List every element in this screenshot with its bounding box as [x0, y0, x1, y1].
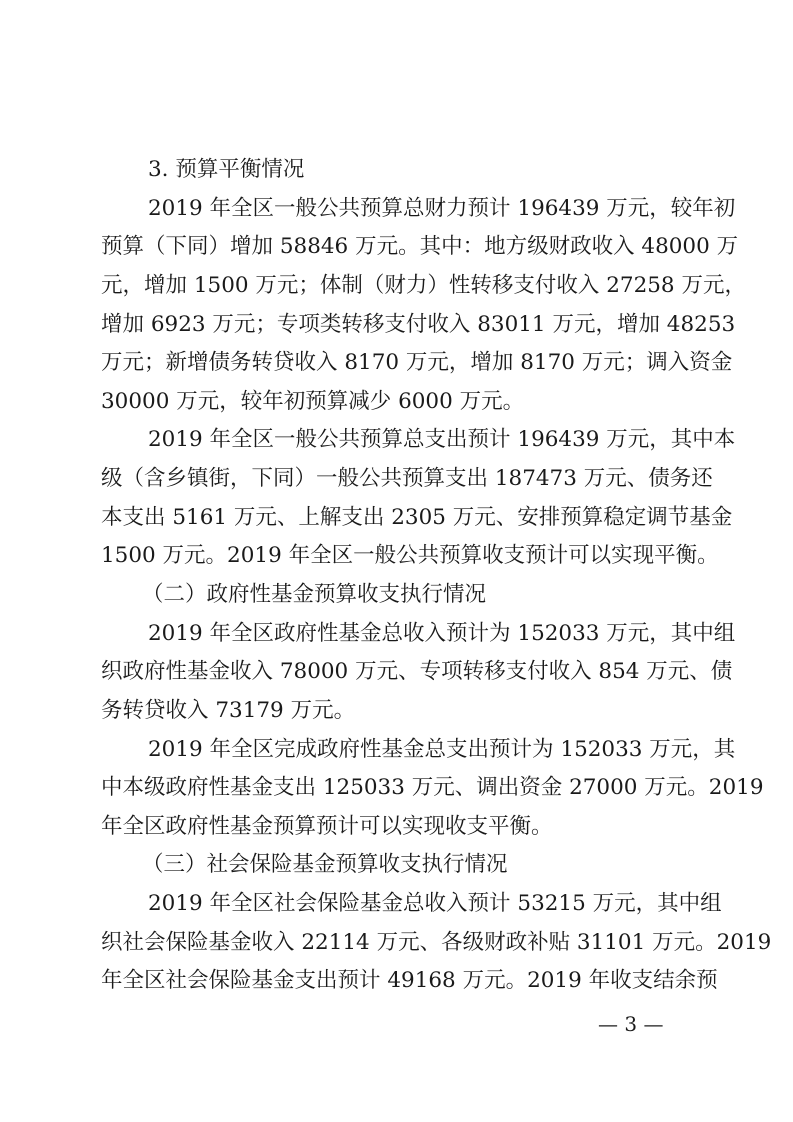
- section-heading: [0, 150, 793, 190]
- paragraph-line: [0, 343, 793, 383]
- line-text: 2019 年全区政府性基金总收入预计为 152033 万元，其中组: [148, 620, 736, 646]
- paragraph-line: [0, 730, 793, 770]
- line-text: 年全区政府性基金预算预计可以实现收支平衡。: [101, 813, 553, 839]
- paragraph-line: [0, 923, 793, 963]
- section-heading: [0, 845, 793, 885]
- line-text: 1500 万元。2019 年全区一般公共预算收支预计可以实现平衡。: [101, 543, 719, 569]
- paragraph-line: [0, 536, 793, 576]
- line-text: 本支出 5161 万元、上解支出 2305 万元、安排预算稳定调节基金: [101, 504, 733, 530]
- page-number: — 3 —: [598, 1012, 664, 1036]
- paragraph-line: [0, 420, 793, 460]
- paragraph-line: [0, 382, 793, 422]
- paragraph-line: [0, 614, 793, 654]
- section-heading: [0, 575, 793, 615]
- paragraph-line: [0, 652, 793, 692]
- paragraph-line: [0, 189, 793, 229]
- line-text: 2019 年全区社会保险基金总收入预计 53215 万元，其中组: [148, 891, 722, 917]
- line-text: 2019 年全区一般公共预算总财力预计 196439 万元，较年初: [148, 195, 736, 221]
- line-text: 30000 万元，较年初预算减少 6000 万元。: [101, 388, 525, 414]
- heading-text: （三）社会保险基金预算收支执行情况: [142, 852, 508, 878]
- paragraph-line: [0, 459, 793, 499]
- paragraph-line: [0, 807, 793, 847]
- paragraph-line: [0, 768, 793, 808]
- line-text: 务转贷收入 73179 万元。: [101, 697, 356, 723]
- paragraph-line: [0, 961, 793, 1001]
- line-text: 织政府性基金收入 78000 万元、专项转移支付收入 854 万元、债: [101, 659, 733, 685]
- paragraph-line: [0, 498, 793, 538]
- line-text: 元，增加 1500 万元；体制（财力）性转移支付收入 27258 万元，: [101, 272, 746, 298]
- line-text: 中本级政府性基金支出 125033 万元、调出资金 27000 万元。2019: [101, 775, 764, 801]
- line-text: 2019 年全区一般公共预算总支出预计 196439 万元，其中本: [148, 427, 736, 453]
- line-text: 增加 6923 万元；专项类转移支付收入 83011 万元，增加 48253: [101, 311, 736, 337]
- paragraph-line: [0, 227, 793, 267]
- paragraph-line: [0, 305, 793, 345]
- heading-text: （二）政府性基金预算收支执行情况: [142, 582, 487, 607]
- heading-text: 3. 预算平衡情况: [148, 157, 305, 182]
- line-text: 织社会保险基金收入 22114 万元、各级财政补贴 31101 万元。2019: [101, 929, 772, 955]
- paragraph-line: [0, 266, 793, 306]
- line-text: 级（含乡镇街，下同）一般公共预算支出 187473 万元、债务还: [101, 466, 713, 492]
- line-text: 万元；新增债务转贷收入 8170 万元，增加 8170 万元；调入资金: [101, 350, 733, 376]
- paragraph-line: [0, 691, 793, 731]
- paragraph-line: [0, 884, 793, 924]
- line-text: 预算（下同）增加 58846 万元。其中：地方级财政收入 48000 万: [101, 234, 739, 260]
- line-text: 年全区社会保险基金支出预计 49168 万元。2019 年收支结余预: [101, 968, 718, 994]
- line-text: 2019 年全区完成政府性基金总支出预计为 152033 万元，其: [148, 736, 736, 762]
